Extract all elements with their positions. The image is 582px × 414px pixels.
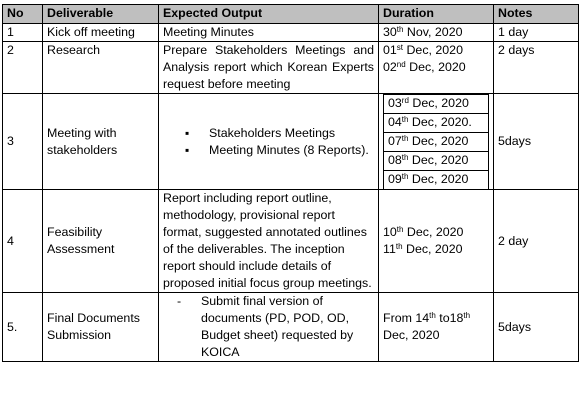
row-number: 3 bbox=[3, 94, 43, 190]
deliverable-cell: Meeting with stakeholders bbox=[43, 94, 159, 190]
deliverable-cell: Final Documents Submission bbox=[43, 293, 159, 362]
date-rest: Dec, 2020. bbox=[408, 115, 472, 129]
deliverable-cell: Feasibility Assessment bbox=[43, 190, 159, 293]
date-day: 03 bbox=[388, 96, 402, 110]
duration-suffix: Dec, 2020 bbox=[383, 328, 440, 342]
table-row bbox=[3, 293, 579, 362]
duration-mid: to18 bbox=[435, 311, 464, 325]
expected-output-cell bbox=[159, 94, 379, 190]
date-suffix: th bbox=[401, 172, 409, 181]
date-suffix: th bbox=[396, 225, 404, 234]
row-number: 5. bbox=[3, 293, 43, 362]
duration-subtable bbox=[383, 94, 489, 189]
header-duration: Duration bbox=[379, 5, 494, 24]
date-day: 02 bbox=[383, 60, 397, 74]
date-suffix: th bbox=[396, 25, 404, 34]
date-rest: Dec, 2020 bbox=[408, 96, 469, 110]
date-rest: Dec, 2020 bbox=[402, 242, 463, 256]
expected-output-cell: Report including report outline, methodology, provisional report format, suggested annotated outlines of the deliverables. The inception report should include details of proposed initial focus group meetings. bbox=[159, 190, 379, 293]
deliverable-cell: Research bbox=[43, 42, 159, 94]
date-suffix: th bbox=[401, 134, 409, 143]
expected-output-cell: Prepare Stakeholders Meetings and Analysis report which Korean Experts request before meeting bbox=[159, 42, 379, 94]
date-day: 11 bbox=[383, 242, 396, 256]
duration-cell bbox=[379, 24, 494, 42]
output-bullet-list bbox=[163, 125, 374, 159]
date-day: 09 bbox=[388, 172, 402, 186]
table-row bbox=[3, 190, 579, 293]
date-line bbox=[384, 152, 489, 171]
date-rest: Dec, 2020 bbox=[403, 225, 464, 239]
table-row bbox=[3, 42, 579, 94]
date-suffix: rd bbox=[401, 96, 409, 105]
list-item: - Submit final version of documents (PD, POD, OD, Budget sheet) requested by KOICA bbox=[163, 293, 374, 361]
date-rest: Nov, 2020 bbox=[403, 25, 463, 39]
date-day: 04 bbox=[388, 115, 402, 129]
date-rest: Dec, 2020 bbox=[405, 60, 466, 74]
date-day: 10 bbox=[383, 225, 397, 239]
header-no: No bbox=[3, 5, 43, 24]
date-line bbox=[384, 114, 489, 133]
expected-output-cell: Meeting Minutes bbox=[159, 24, 379, 42]
date-line bbox=[384, 133, 489, 152]
duration-cell bbox=[379, 293, 494, 362]
duration-prefix: From 14 bbox=[383, 311, 430, 325]
duration-cell bbox=[379, 190, 494, 293]
header-deliverable: Deliverable bbox=[43, 5, 159, 24]
notes-cell: 5days bbox=[494, 94, 579, 190]
date-day: 08 bbox=[388, 153, 402, 167]
date-day: 30 bbox=[383, 25, 397, 39]
date-suffix: st bbox=[396, 43, 404, 52]
date-rest: Dec, 2020 bbox=[408, 153, 469, 167]
date-suffix: th bbox=[429, 311, 436, 320]
date-line bbox=[384, 95, 489, 114]
date-suffix: th bbox=[401, 115, 409, 124]
date-line bbox=[383, 59, 489, 76]
date-rest: Dec, 2020 bbox=[408, 134, 469, 148]
duration-cell bbox=[379, 42, 494, 94]
duration-cell bbox=[379, 94, 494, 190]
notes-cell: 2 day bbox=[494, 190, 579, 293]
header-row bbox=[3, 5, 579, 24]
date-rest: Dec, 2020 bbox=[408, 172, 469, 186]
header-expected-output: Expected Output bbox=[159, 5, 379, 24]
row-number: 2 bbox=[3, 42, 43, 94]
date-line bbox=[383, 224, 489, 241]
list-item: ▪ Stakeholders Meetings bbox=[163, 125, 374, 142]
output-dash-list bbox=[163, 293, 374, 361]
table-row bbox=[3, 24, 579, 42]
row-number: 1 bbox=[3, 24, 43, 42]
deliverable-cell: Kick off meeting bbox=[43, 24, 159, 42]
row-number: 4 bbox=[3, 190, 43, 293]
date-suffix: th bbox=[395, 242, 403, 251]
notes-cell: 2 days bbox=[494, 42, 579, 94]
date-day: 07 bbox=[388, 134, 402, 148]
notes-cell: 5days bbox=[494, 293, 579, 362]
header-notes: Notes bbox=[494, 5, 579, 24]
deliverables-table bbox=[2, 4, 579, 362]
date-suffix: nd bbox=[396, 60, 406, 69]
date-day: 01 bbox=[383, 43, 397, 57]
date-line bbox=[383, 241, 489, 258]
table-row bbox=[3, 94, 579, 190]
date-line bbox=[384, 171, 489, 190]
date-line bbox=[383, 42, 489, 59]
date-suffix: th bbox=[463, 311, 471, 320]
list-item: ▪ Meeting Minutes (8 Reports). bbox=[163, 142, 374, 159]
date-rest: Dec, 2020 bbox=[403, 43, 463, 57]
date-suffix: th bbox=[401, 153, 409, 162]
expected-output-cell bbox=[159, 293, 379, 362]
notes-cell: 1 day bbox=[494, 24, 579, 42]
